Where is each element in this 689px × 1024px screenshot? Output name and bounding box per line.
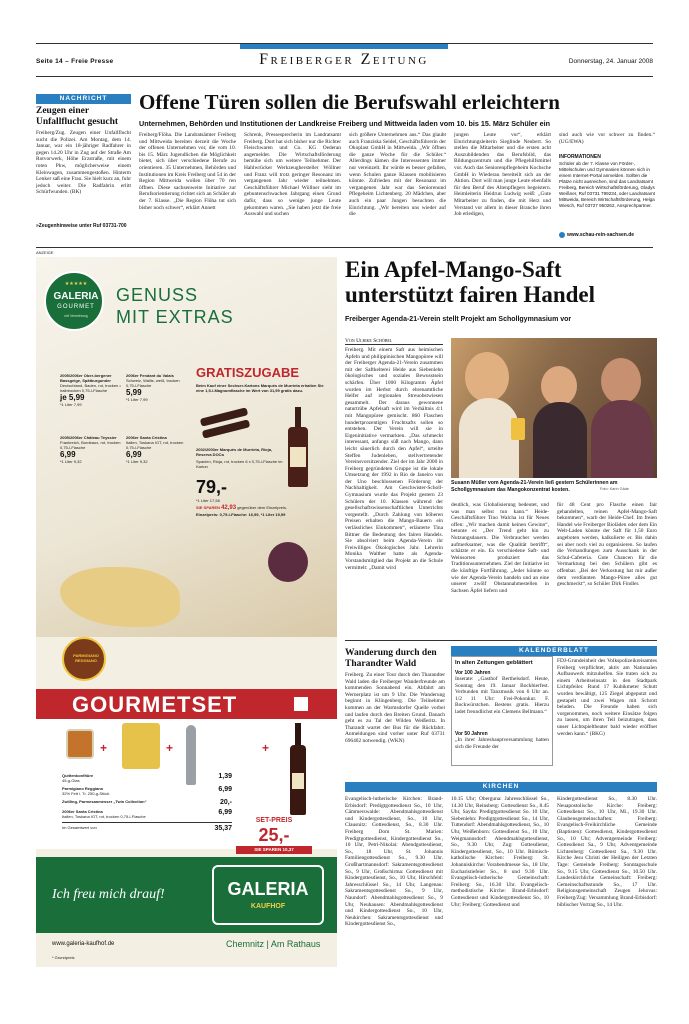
set-price: 25,- — [258, 825, 290, 845]
kalenderblatt-sec1-body: Inserate: „Gasthof Berthelsdorf. Heute, Sonntag den 19. Januar Bockbierfest. Verbunden mit Tanzmusik von 6 Uhr an. 1/2 11 Uhr: Frei-Pokonkur. F. Bockwürstchen. Bestens gratis. Hierzu ladet freundlichst ein Clemens Bellmann.“ — [455, 676, 549, 715]
kalenderblatt-col-2: FDJ-Grundeinheit des Volkspolizeikreisamtes Freiberg verpflichtet, aktiv am Nationalen Aufbauwerk mitzuhelfen. Sie traten sich zu einem Arbeitseinsatz in den Stadtpark Lichtpfeiler. Rund 17 Kubikmeter Schutt wurden bewältigt, 125 Ziegel abgeputzt und gestapelt und zwei Wagen mit Schrott beladen. Die Freunde haben sich vorgenommen, noch weitere Einsätze folgen zu lassen, um ihren Teil beizutragen, dass unser Lichtspieltheater bald wieder eröffnet werden kann.“ (BKG) — [557, 658, 657, 737]
kalenderblatt-title: In alten Zeitungen geblättert — [455, 660, 533, 666]
ad-panel — [36, 257, 337, 967]
gourmetset-item: Quittenkonfitüre 45-g-Glas 1,39 — [62, 773, 232, 783]
plus-icon: + — [100, 741, 108, 755]
gourmetset-item: Parmigiano Reggiano 32% Fett i. Tr. 250-g-Stück 6,99 — [62, 786, 232, 796]
ad-label: ANZEIGE — [36, 250, 54, 255]
set-price-label: SET-PREIS — [255, 817, 293, 824]
arrow-icon — [559, 232, 565, 238]
gratis-product-desc: Spanien, Rioja, rot, trocken 6 x 0,75-l-Flasche im Karton — [196, 459, 283, 469]
lead-col-2: Schrenk, Pressesprecherin im Landratsamt Freiberg. Dort hat sich bisher nur die Richter Fleischwaren und Co. KG Oederan angemeldet. Die Wirtschaftsförderung bemühe sich um weitere Teilnehmer. Der Hahlwrücker Werkzeughersteller Wöllner und Franz will trotz geringer Resonanz im vergangenen Jahr wieder teilnehmen. Geschäftsführer Michael Wöllner sieht im gebuntenschwachen Jahrgang einen Grund dafür, dass so wenige junge Leute gekommen waren. „Sie haben jetzt die freie Auswahl und suchen — [244, 132, 341, 218]
gourmetset-band: GOURMETSET — [36, 689, 337, 719]
saft-photo-caption: Susann Müller vom Agenda-21-Verein ließ gestern Schülerinnen am Schollgymnasium das Mangokonzentrat kosten. — [451, 480, 618, 493]
gratis-title: GRATISZUGABE — [196, 365, 300, 380]
fig-image — [268, 542, 308, 582]
saft-photo-credit: Foto: Karin Gäde — [600, 487, 629, 491]
lead-link[interactable]: www.schau-rein-sachsen.de — [567, 232, 635, 238]
kalenderblatt-box — [451, 656, 553, 766]
page-label: Seite 14 – Freie Presse — [36, 58, 114, 65]
section-rule — [36, 247, 653, 248]
kirchen-col-2: 10.15 Uhr; Oberguna: Jahresschlüssel So., 14.30 Uhr, Reinsberg: Gottesdienst So., 8.45 Uhr, Sayda: Predigtgottesdienst So. 10 Uhr, Siebenlehn: Predigtgottesdienst So., 14 Uhr, Tuttendorf: Abendmahlsgottesdienst, So., 10 Uhr, Weißenborn: Gottesdienst So., 10 Uhr, Weigmannsdorf: Abendmahlsgottesdienst, So., 9.30 Uhr, Zug: Gottesdienst, Kindergottesdienst, So., 10 Uhr. Römisch-katholische Kirchen: Freiberg: St. Johanniskirche: Vorabendmesse Sa., 18 Uhr, Eucharistiefeier So., 8 und 9.30 Uhr. Evangelisch-lutherische Gemeinschaft: Freiberg: So., 16.30 Uhr. Evangelisch-methodistische Kirche: Brand-Erbisdorf: Gottesdienst und Kindergottesdienst So., 10 Uhr; Freiberg: Gottesdienst und — [451, 796, 549, 908]
masthead-bottom-rule — [36, 76, 653, 77]
galeria-gourmet-logo: ★★★★★ GALERIA GOURMET mit Vermietung — [44, 271, 104, 331]
wanderung-body: Freiberg. Zu einer Tour durch den Tharandter Wald laden die Freiberger Wanderfreunde am kommenden Sonnabend ein. Abfahrt am Wernerplatz ist um 9 Uhr. Die Wanderung beginnt in Klingenberg. Die Teilnehmer kommen an der Warmsdorfer Quelle vorbei und laufen durch den Breiten Grund. Danach geht es zu Tal der Wilden Weißeritz. In Tharandt wartet der Bus für die Rückfahrt. Anmeldungen sind vorher unter Ruf 03731 696402 notwendig. (WKN) — [345, 672, 445, 744]
lead-info-body: Schüler ab der 7. Klasse von Förder-, Mittelschulen und Gymnasien können sich in einem Internet-Portal anmelden. Sollten die Plätze nicht ausreichen, sind das Landratsamt Freiberg, Bereich Wirtschaftsförderung, Gladys Weißner, Ruf 03731 799234, oder Landratsamt Mittweida, Bereich Wirtschaftsförderung, Helga Wiesch, Ruf 03727 950262, Ansprechpartner. — [559, 161, 655, 208]
person-2 — [541, 366, 577, 406]
saft-byline: Von Ulrike Schöbel — [345, 338, 443, 345]
masthead-date: Donnerstag, 24. Januar 2008 — [568, 58, 653, 65]
masthead-blue-bar — [240, 44, 448, 49]
saft-headline-2: unterstützt fairen Handel — [345, 282, 596, 307]
wine-bottles-image — [200, 407, 250, 447]
gratis-text: Beim Kauf einer Sechser-Kartons Marqués de Murrieta erhalten Sie eine 1,5-l-Magnumflasche im Wert von 31,99 gratis dazu. — [196, 383, 324, 393]
kalenderblatt-label: KALENDERBLATT — [451, 646, 657, 656]
saft-headline-1: Ein Apfel-Mango-Saft — [345, 257, 562, 282]
parmigiano-badge: PARMIGIANO REGGIANO — [62, 637, 106, 681]
lead-col-4: jungen Leute vor“, erklärt Einrichtungsleiterin Sieglinde Neubert. So stellen die Mitarbeiter und die ersten acht Auszubildenden das Berufsbild, das Bildungszentrum und die Pflegehilfsmittel vor. Auch das Seniorenpflegeheim Kochsche GmbH in Wiederau bereiteilt sich an der Aktion. Dort will man junge Leute ebenfalls für den Beruf des Altenpflegers begeistern. Heimleiterin Heidrun Ludwig weiß: „Gute Mitarbeiter zu finden, die mit Herz und Verstand vor allem in dieser Branche ihren Job erledigen, — [454, 132, 551, 218]
saft-photo — [451, 338, 657, 478]
wine-item-3: 2005/2006er Château Teyssier Frankreich, Bordeaux, rot, trocken 0,75-l-Flasche 6,99 *1 Liter 9,32 — [60, 435, 121, 464]
lead-headline: Offene Türen sollen die Berufswahl erleichtern — [139, 90, 560, 114]
plus-icon: + — [262, 741, 270, 755]
galeria-kaufhof-logo: GALERIA KAUFHOF — [212, 865, 324, 925]
ad-script-slogan: Ich freu mich drauf! — [52, 887, 165, 902]
gourmetset-item: 2006er Santa Cristina Italien, Toskana IGT, rot, trocken 0,75-l-Flasche 6,99 — [62, 809, 232, 819]
lead-link-row[interactable] — [559, 232, 655, 238]
nachricht-body: Freiberg/Zug. Zeugen einer Unfallflucht sucht die Polizei. Am Montag, dem 14. Januar, war ein 18-jähriger Radfahrer in gegen 14.20 Uhr in Zug auf der Straße Am Rotvorwerk, Höhe Erzstraße, mit einem roten Pkw, möglicherweise einem Kleinwagen, zusammengestoßen. Hinterm Lenker saß eine Frau. Sie hielt kurz an, fuhr jedoch weiter. Die Radfahrin erlitt Schürfwunden. (BK) — [36, 130, 131, 196]
kalenderblatt-sec1-title: Vor 100 Jahren — [455, 670, 491, 676]
jam-jar-image — [66, 729, 94, 759]
juice-glass — [511, 418, 525, 440]
wine-item-1: 2005/2006er Ober-bergener Bassgeige, Spätburgunder Deutschland, Baden, rot, trocken • halbtrocken 0,75-l-Flasche je 5,99 *1 Liter 7,99 — [60, 373, 121, 407]
nachricht-label: NACHRICHT — [36, 94, 131, 104]
lead-info-title: INFORMATIONEN — [559, 154, 601, 160]
lead-col-1: Freiberg/Flöha. Die Landratsämter Freiberg und Mittweida bereiten derzeit die Woche der offenen Unternehmen vor, die vom 10. bis 15. März Jugendlichen die Möglichkeit bietet, sich über verschiedene Berufe zu orientieren. 35 Unternehmen, Behörden und Institutionen im Kreis Freiberg und 54 in der Region Mittweida wollen über 70 ren öffnen. Diese sachsenweite Initiative zur Berufsorientierung richtet sich an Schüler ab der 7. Klasse. „Die Region Flöha tut sich bisher noch schwer“, erklärt Annett — [139, 132, 236, 211]
ad-footer-green — [36, 857, 337, 933]
ad-url[interactable]: www.galeria-kaufhof.de — [52, 941, 115, 947]
lead-col-5: sind auch wie vor schwer zu finden.“ (UG/EWA) — [559, 132, 655, 145]
gourmetset-list — [62, 773, 232, 832]
person-1 — [465, 352, 509, 402]
gourmetset-total: Im Gesamtwert von 35,37 — [62, 822, 232, 832]
gratis-product: 2002/2003er Marqués de Murrieta, Rioja, Reserva DOCa — [196, 447, 273, 457]
kirchen-col-3: Kindergottesdienst So., 8.30 Uhr. Neuapostolische Kirche: Freiberg: Gottesdienst So., 10 Uhr, Mi., 19.30 Uhr. Glaubensgemeinschaften: Freiberg: Evangelisch-Freikirchliche Gemeinde (Baptisten): Gottesdienst, Kindergottesdienst So., 10 Uhr; Adventgemeinde Freiberg: Gottesdienst Sa., 9 Uhr, Adventgemeinde Lichtenberg: Gottesdienst Sa., 9.30 Uhr. Kirche Jesu Christi der Heiligen der Letzten Tage: Gemeinde Freiberg: Sonntagsschule So., 9.15 Uhr, Gottesdienst So., 10.50 Uhr. Landeskirchliche Gemeinschaft: Freiberg: Gemeinschaftsstunde So., 17 Uhr. Religionsgemeinschaft Zeugen Jehovas: Freiberg/Zug: Versammlung Brand-Erbisdorf: biblischer Vortrag So., 14 Uhr. — [557, 796, 657, 908]
wine-item-4: 2006er Santa Cristina Italien, Toskana IGT, rot, trocken 0,75-l-Flasche 6,99 *1 Liter 9,32 — [126, 435, 184, 464]
plus-icon: + — [166, 741, 174, 755]
nachricht-headline: Zeugen einer Unfallflucht gesucht — [36, 106, 119, 127]
gratis-unit: *1 Liter 17,56 — [196, 498, 220, 503]
kirchen-label: KIRCHEN — [345, 782, 657, 792]
ad-slogan-2: MIT EXTRAS — [116, 307, 234, 327]
wine-item-2: 2006er Fendant du Valais Schweiz, Wallis, weiß, trocken 0,75-l-Flasche 5,99 *1 Liter 7,99 — [126, 373, 180, 402]
saft-col-1: Freiberg. Mit einem Saft aus heimischen Äpfeln und philippinischen Mangopüree will der Freiberger Agenda-21-Verein zusammen mit der Saftkelterei Heide aus Siebenlehn ökologisches und soziales Bewusstsein schärfen. Über 1000 Kilogramm Äpfel wurden im Herbst durch ehrenamtliche Helfer auf regionalen Streuobstwiesen gesammelt. Der daraus gewonnene naturtrübe Apfelsaft wird im Verhältnis 4:1 mit Mangopüree gemischt. 860 Flaschen hundertprozentigen Fruchtsafts sollen so entstehen. Der Verein will sie in Eigeninitiative vermarkten. „Das schmeckt interessant, anfangs süß nach Mango, dann leicht säuerlich durch den Apfel“, urteilte Steffen Judenleben, stellvertretender Vereinsvorsitzender. Ziel der im Jahr 2000 in Freiberg gegründeten Gruppe ist die lokale Umsetzung der 1992 in Rio de Janeiro von der Uno beschlossenen Förderung der Nachhaltigkeit. Am Geschwister-Scholl-Gymnasium wurde das Projekt gestern 23 Schülern der 10. Klassen während der gesellschaftswissenschaftlichen Unterrichts vorgestellt. „Durch Zahlung von höheren Preisen erhalten die Mango-Bauern ein verlässliches Einkommen“, erläuterte Tina Bittner die Bedeutung des fairen Handels. Sie absolviert beim Agenda-Verein ihr Freiwilliges Ökologisches Jahr. Lehrerin Monika Walther hatte als Agenda-Vorstandsmitglied das Projekt an die Schule vermittelt: „Damit wird — [345, 347, 443, 571]
ad-slogan-1: GENUSS — [116, 285, 199, 305]
gratis-saving-row: SIE SPAREN 42,93 gegenüber dem Einzelpreis. — [196, 505, 288, 511]
parmesan-image — [122, 723, 160, 769]
kirchen-col-1: Evangelisch-lutherische Kirchen: Brand-Erbisdorf: Predigtgottesdienst So., 10 Uhr, Cämmerswalde: Abendmahlsgottesdienst und Kindergottesdienst, So., 10 Uhr, Clausnitz: Gottesdienst, So., 8.30 Uhr. Freiberg Dom St. Marien: Predigtgottesdienst, Kindergottesdienst So., 10 Uhr, Petri-Nikolai: Abendgottesdienst, So., 18 Uhr, St. Johannis Familiengottesdienst So., 9.30 Uhr. Großhartmannsdorf: Sakramentsgottesdienst So., 9 Uhr, Großschirma: Gottesdienst mit Kindergottesdienst, So., 10 Uhr, Hirschfeld: Jahresschlüssel So., 14 Uhr, Langenau: Sakramentsgottesdienst So., 9 Uhr, Naundorf: Abendmahlsgottesdienst So., 9 Uhr, Neuhausen: Abendmahlsgottesdienst und Kindergottesdienst So., 10 Uhr, Neukirchen: Sakramentsgottesdienst und Kindergottesdienst So., — [345, 796, 443, 928]
set-saving: SIE SPAREN 10,37 — [236, 846, 312, 854]
lead-subhead: Unternehmen, Behörden und Institutionen der Landkreise Freiberg und Mittweida laden vom 10. bis 15. März Schüler ein — [139, 119, 550, 128]
kalenderblatt-sec2-title: Vor 50 Jahren — [455, 731, 488, 737]
wine-bottle-image — [290, 723, 306, 815]
saft-col-3: für 48 Cent pro Flasche einen fair gehandelten, reinen Apfel-Mango-Saft bekommen“, warb der Heide-Chef. Im freien Handel wie Freiberger Bioläden oder dem Ein Welt-Laden könnte der Saft für 1,50 Euro angeboten werden, kalkulierte er. Bis dahin sei aber noch viel zu organisieren. So laufen die Verhandlungen zum Ausschank in der Schul-Cafeteria. Gute Chancen für die Vermarktung bei den Schülern gibt es offenbar. „Bei der Verkostung hat mir außer dem verdünnten Mango-Püree alles gut geschmeckt“, so Schüler Dirk Findler. — [557, 502, 657, 588]
wanderung-headline: Wanderung durch den Tharandter Wald — [345, 648, 437, 669]
saft-subhead: Freiberger Agenda-21-Verein stellt Projekt am Schollgymnasium vor — [345, 316, 572, 323]
gratis-single-price: Einzelpreis: 0,75-l-Flasche: 16,99, *1 Liter 19,99 — [196, 512, 286, 517]
ad-location: Chemnitz | Am Rathaus — [226, 939, 321, 949]
zwilling-logo — [294, 697, 308, 711]
masthead-title: Freiberger Zeitung — [259, 51, 429, 68]
gratis-price: 79,- — [196, 477, 228, 497]
ad-footnote: * Grundpreis — [52, 955, 75, 960]
nachricht-hotline: »Zeugenhinweise unter Ruf 03731-700 — [36, 223, 127, 229]
magnum-bottle-image — [288, 407, 308, 487]
kalenderblatt-sec2-body: „In ihrer Jahreshauptversammlung hatten sich die Freunde der — [455, 737, 549, 750]
saft-col-2: deutlich, was Globalisierung bedeutet, und was man selbst tun kann.“ Heide-Geschäftsführer Tino Walcha ist für Neues offen: „Wir machen damit keinen Gewinn“, betonte er. „Der Trend geht hin zu Nutzungsdauern. Die Verbraucher werden aufmerksamer, was die Qualität betrifft“, schätzte er ein. Es verschiedene Saft- und Weinsorten produziert das Traditionsunternehmen. Ziel der Initiative ist die künftige Fortführung. „Jeder könnte so wie der Agenda-Verein handeln und an eine unserer zwölf Obstannahmestellen in Sachsen Äpfel liefern und — [451, 502, 549, 594]
section-rule — [345, 640, 657, 641]
person-3 — [601, 358, 641, 404]
gourmetset-item: Zwilling, Parmesanmesser „Twin Collection“ 20,- — [62, 799, 232, 806]
lead-col-3: sich größere Unternehmen aus.“ Das glaubt auch Franziska Seidel, Geschäftsführerin der Okoplast GmbH in Mittweida. „Wir öffnen die ganze Woche für die Schüler.“ Allerdings kämen die Interessenten immer nur vereinzelt. Ihr würde es besser gefallen, wenn Schulen ganze Klassen mobilisieren könnte. Zufrieden mit der Resonanz im vergangenen Jahr war das Seniorenund Pflegeheim Lichtenberg. 20 Mädchen, aber auch ein paar Jungen besuchten die Einrichtung. „Wir bereiten uns wieder auf die — [349, 132, 446, 218]
